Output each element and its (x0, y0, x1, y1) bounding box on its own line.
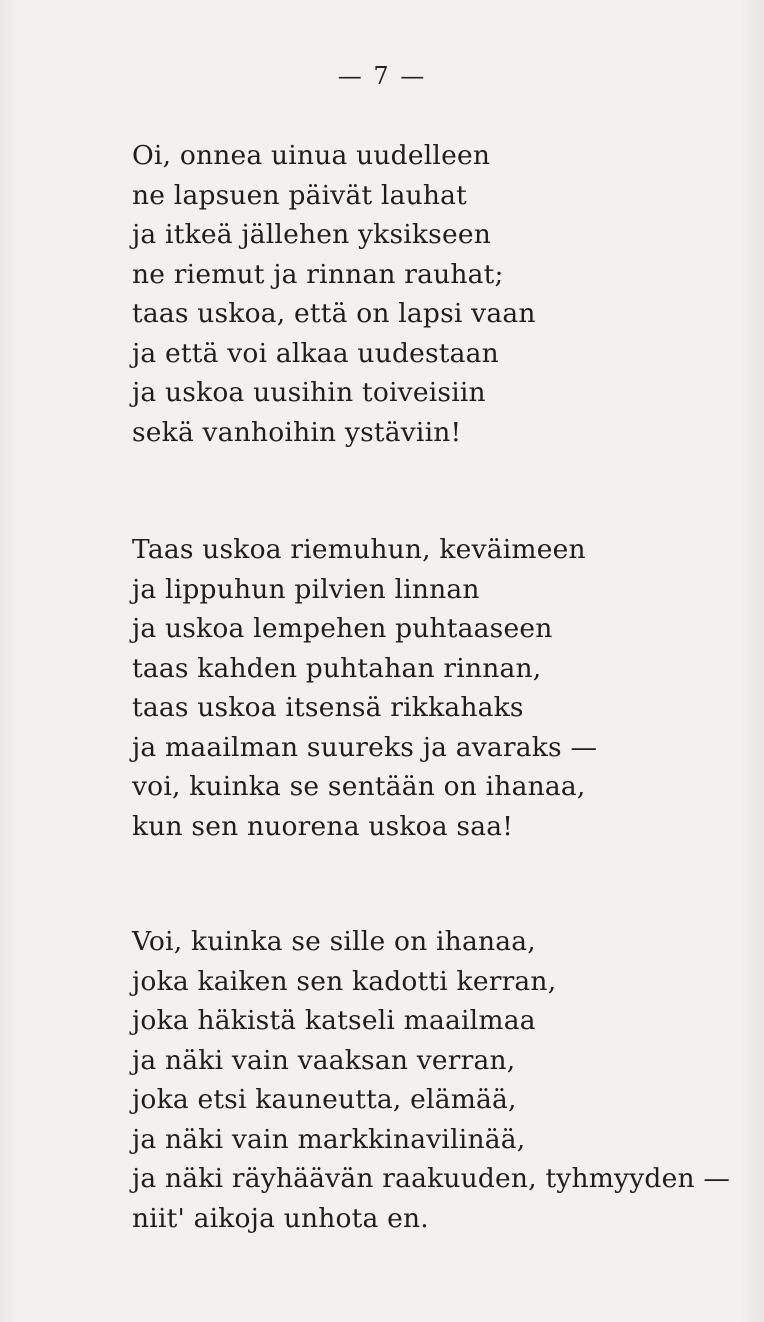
poem-line: joka etsi kauneutta, elämää, (132, 1084, 517, 1115)
poem-line: ja uskoa lempehen puhtaaseen (132, 613, 553, 644)
poem-line: sekä vanhoihin ystäviin! (132, 416, 462, 448)
poem-line: ne lapsuen päivät lauhat (132, 179, 467, 211)
poem-line: ja että voi alkaa uudestaan (132, 337, 499, 369)
stanza-1 (132, 136, 536, 452)
poem-line: kun sen nuorena uskoa saa! (132, 810, 514, 842)
poem-line: ne riemut ja rinnan rauhat; (132, 258, 504, 290)
poem-line: joka kaiken sen kadotti kerran, (132, 965, 557, 997)
poem-line: taas uskoa itsensä rikkahaks (132, 692, 524, 723)
poem-line: ja lippuhun pilvien linnan (132, 573, 480, 605)
stanza-3 (132, 922, 730, 1238)
poem-line: Oi, onnea uinua uudelleen (132, 140, 491, 171)
stanza-2 (132, 530, 597, 846)
poem-line: Taas uskoa riemuhun, keväimeen (132, 534, 586, 565)
poem-line: taas kahden puhtahan rinnan, (132, 652, 542, 684)
poem-line: ja maailman suureks ja avaraks — (132, 731, 598, 763)
poem-line: ja näki vain vaaksan verran, (132, 1044, 516, 1076)
poem-line: ja näki räyhäävän raakuuden, tyhmyyden — (132, 1163, 731, 1194)
poem-line: taas uskoa, että on lapsi vaan (132, 298, 536, 329)
poem-line: voi, kuinka se sentään on ihanaa, (132, 771, 586, 802)
poem-line: ja uskoa uusihin toiveisiin (132, 377, 486, 408)
poem-line: joka häkistä katseli maailmaa (132, 1005, 536, 1036)
poem-line: Voi, kuinka se sille on ihanaa, (132, 926, 536, 957)
page-number: — 7 — (337, 62, 427, 90)
poem-line: niit' aikoja unhota en. (132, 1202, 429, 1234)
poem-line: ja näki vain markkinavilinää, (132, 1123, 526, 1155)
poem-line: ja itkeä jällehen yksikseen (132, 219, 492, 250)
